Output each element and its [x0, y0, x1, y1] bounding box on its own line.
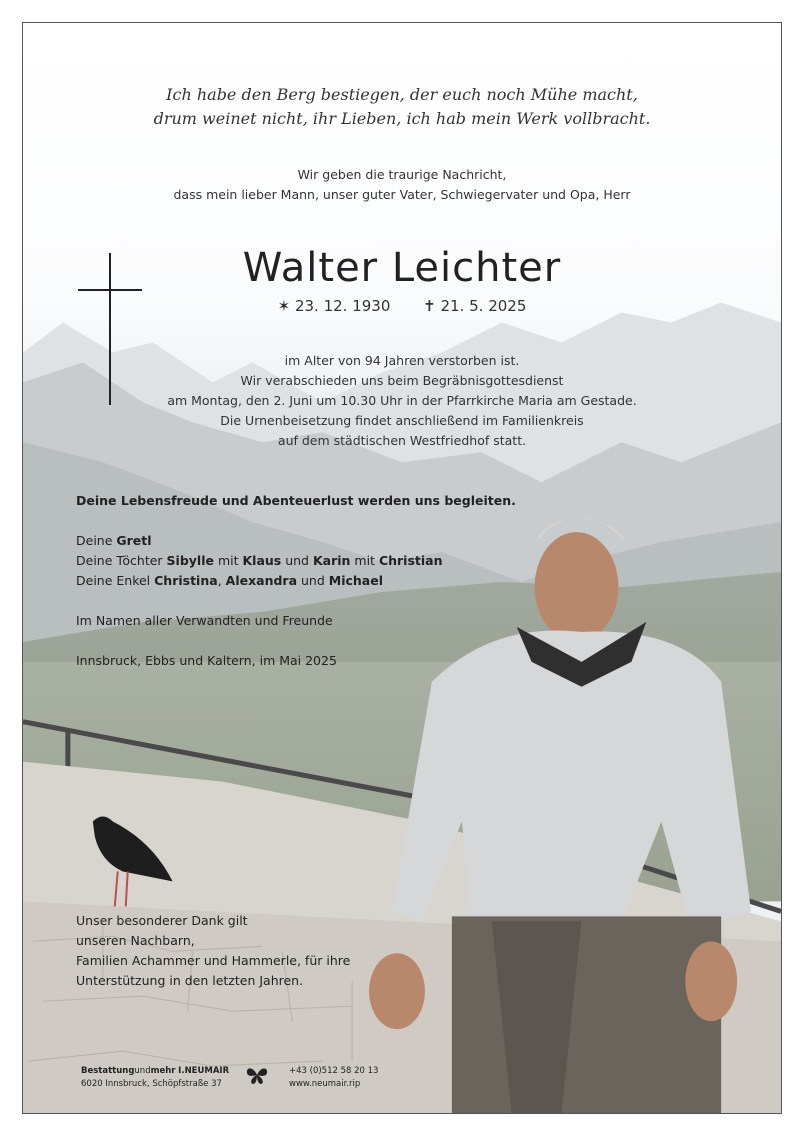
intro-line-1: Wir geben die traurige Nachricht, [297, 167, 507, 182]
deceased-name: Walter Leichter [242, 245, 562, 291]
mourner-daughters: Deine Töchter Sibylle mit Klaus und Karin mit Christian [76, 553, 443, 568]
funeral-home-contact [289, 1065, 378, 1091]
cross-small-icon: ✝ [423, 297, 436, 315]
obituary-card [22, 22, 782, 1114]
quote-line-2: drum weinet nicht, ihr Lieben, ich hab mein Werk vollbracht. [153, 109, 651, 128]
relatives-line: Im Namen aller Verwandten und Freunde [76, 613, 333, 628]
announcement-line: am Montag, den 2. Juni um 10.30 Uhr in der Pfarrkirche Maria am Gestade. [167, 393, 637, 408]
website-link[interactable]: www.neumair.rip [289, 1079, 361, 1089]
phone-number[interactable]: +43 (0)512 58 20 13 [289, 1066, 379, 1076]
life-dates [23, 297, 781, 315]
announcement-line: auf dem städtischen Westfriedhof statt. [277, 433, 527, 448]
company-name: Bestattungundmehr I.NEUMAIR [81, 1066, 230, 1076]
quote-line-1: Ich habe den Berg bestiegen, der euch noch Mühe macht, [166, 85, 638, 104]
motto: Deine Lebensfreude und Abenteuerlust werden uns begleiten. [76, 493, 516, 508]
birth-date: ✶ 23. 12. 1930 [277, 297, 391, 315]
announcement-line: im Alter von 94 Jahren verstorben ist. [284, 353, 520, 368]
thanks-line: Familien Achammer und Hammerle, für ihre [76, 953, 351, 968]
death-date: ✝ 21. 5. 2025 [423, 297, 527, 315]
mourner-grandchildren: Deine Enkel Christina, Alexandra und Michael [76, 573, 383, 588]
announcement-line: Wir verabschieden uns beim Begräbnisgottesdienst [240, 373, 564, 388]
butterfly-icon [245, 1064, 269, 1086]
thanks-line: Unterstützung in den letzten Jahren. [76, 973, 304, 988]
thanks-line: unseren Nachbarn, [76, 933, 195, 948]
star-icon: ✶ [277, 297, 291, 315]
company-address: 6020 Innsbruck, Schöpfstraße 37 [81, 1079, 222, 1089]
funeral-home-info [81, 1065, 229, 1091]
thanks-line: Unser besonderer Dank gilt [76, 913, 248, 928]
place-date: Innsbruck, Ebbs und Kaltern, im Mai 2025 [76, 653, 337, 668]
intro-line-2: dass mein lieber Mann, unser guter Vater, Schwiegervater und Opa, Herr [173, 187, 631, 202]
mourner-wife: Deine Gretl [76, 533, 152, 548]
mourners [76, 531, 443, 591]
thanks [76, 911, 350, 991]
announcement-line: Die Urnenbeisetzung findet anschließend im Familienkreis [220, 413, 584, 428]
